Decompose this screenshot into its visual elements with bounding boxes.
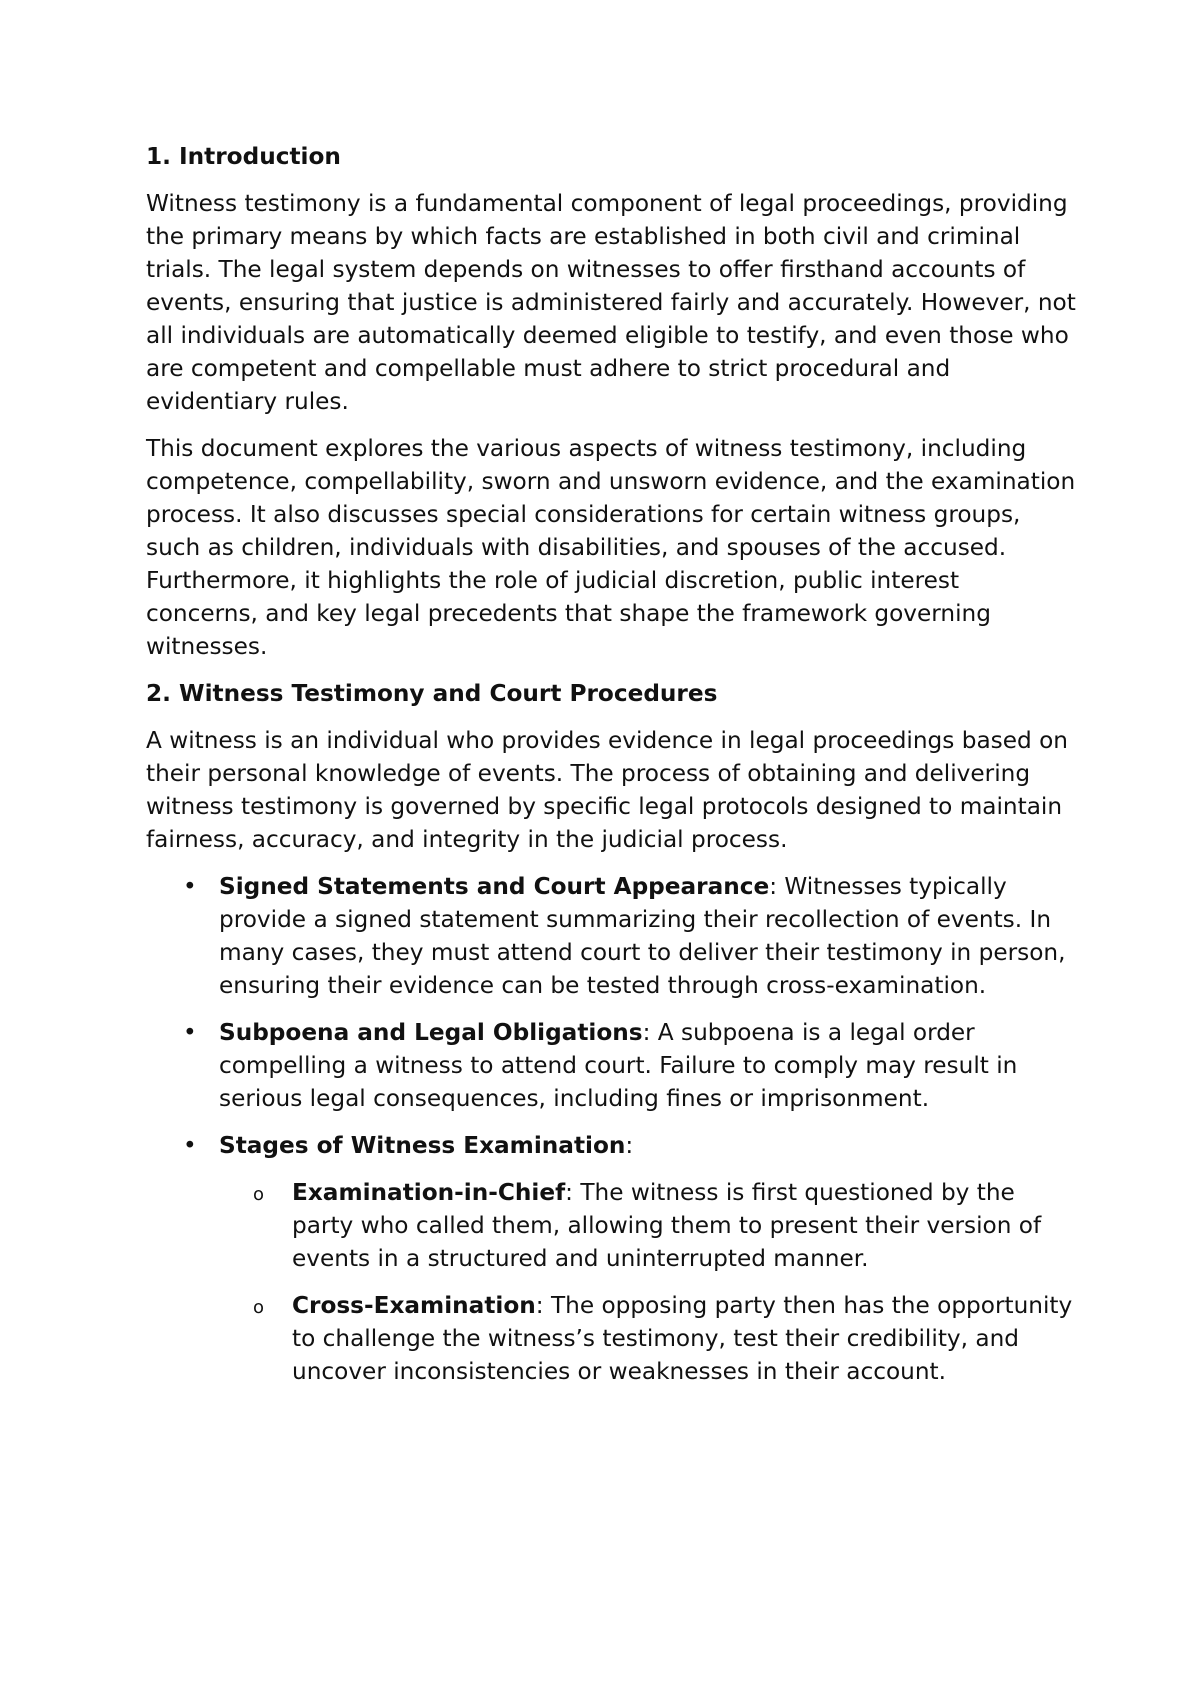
- list-item-term: Signed Statements and Court Appearance: [219, 873, 770, 900]
- bullet-icon: •: [183, 1132, 197, 1159]
- sub-list-item-text: : The witness is first questioned by the party who called them, allowing them to present their version of events in a structured and uninterrupted manner.: [292, 1179, 1042, 1272]
- circle-bullet-icon: o: [253, 1297, 265, 1318]
- list-item: [146, 1016, 1076, 1115]
- paragraph: This document explores the various aspects of witness testimony, including competence, compellability, sworn and unsworn evidence, and the examination process. It also discusses special considerations for certain witness groups, such as children, individuals with disabilities, and spouses of the accused. Furthermore, it highlights the role of judicial discretion, public interest concerns, and key legal precedents that shape the framework governing witnesses.: [146, 435, 1076, 660]
- list-item-text: :: [625, 1132, 634, 1159]
- section-heading-witness-testimony: 2. Witness Testimony and Court Procedures: [146, 680, 718, 707]
- list-item-text: : Witnesses typically provide a signed statement summarizing their recollection of events. In many cases, they must attend court to deliver their testimony in person, ensuring their evidence can be tested through cross-examination.: [219, 873, 1066, 999]
- sub-list-item: [219, 1176, 1076, 1275]
- circle-bullet-icon: o: [253, 1184, 265, 1205]
- sub-list-item: [219, 1289, 1076, 1388]
- sub-list-item-text: : The opposing party then has the opportunity to challenge the witness’s testimony, test their credibility, and uncover inconsistencies or weaknesses in their account.: [292, 1292, 1073, 1385]
- bullet-icon: •: [183, 873, 197, 900]
- sub-list-item-term: Examination-in-Chief: [292, 1179, 566, 1206]
- document-page: [146, 140, 1076, 1402]
- bullet-icon: •: [183, 1019, 197, 1046]
- list-item-term: Stages of Witness Examination: [219, 1132, 626, 1159]
- list-item-text: : A subpoena is a legal order compelling a witness to attend court. Failure to comply may result in serious legal consequences, including fines or imprisonment.: [219, 1019, 1018, 1112]
- paragraph: A witness is an individual who provides evidence in legal proceedings based on their personal knowledge of events. The process of obtaining and delivering witness testimony is governed by specific legal protocols designed to maintain fairness, accuracy, and integrity in the judicial process.: [146, 727, 1068, 853]
- sub-list-item-term: Cross-Examination: [292, 1292, 536, 1319]
- list-item-term: Subpoena and Legal Obligations: [219, 1019, 643, 1046]
- section-heading-introduction: 1. Introduction: [146, 143, 341, 170]
- paragraph: Witness testimony is a fundamental component of legal proceedings, providing the primary means by which facts are established in both civil and criminal trials. The legal system depends on witnesses to offer firsthand accounts of events, ensuring that justice is administered fairly and accurately. However, not all individuals are automatically deemed eligible to testify, and even those who are competent and compellable must adhere to strict procedural and evidentiary rules.: [146, 190, 1076, 415]
- list-item: [146, 870, 1076, 1002]
- list-item: [146, 1129, 1076, 1388]
- bullet-list: [146, 870, 1076, 1388]
- sub-bullet-list: [219, 1176, 1076, 1388]
